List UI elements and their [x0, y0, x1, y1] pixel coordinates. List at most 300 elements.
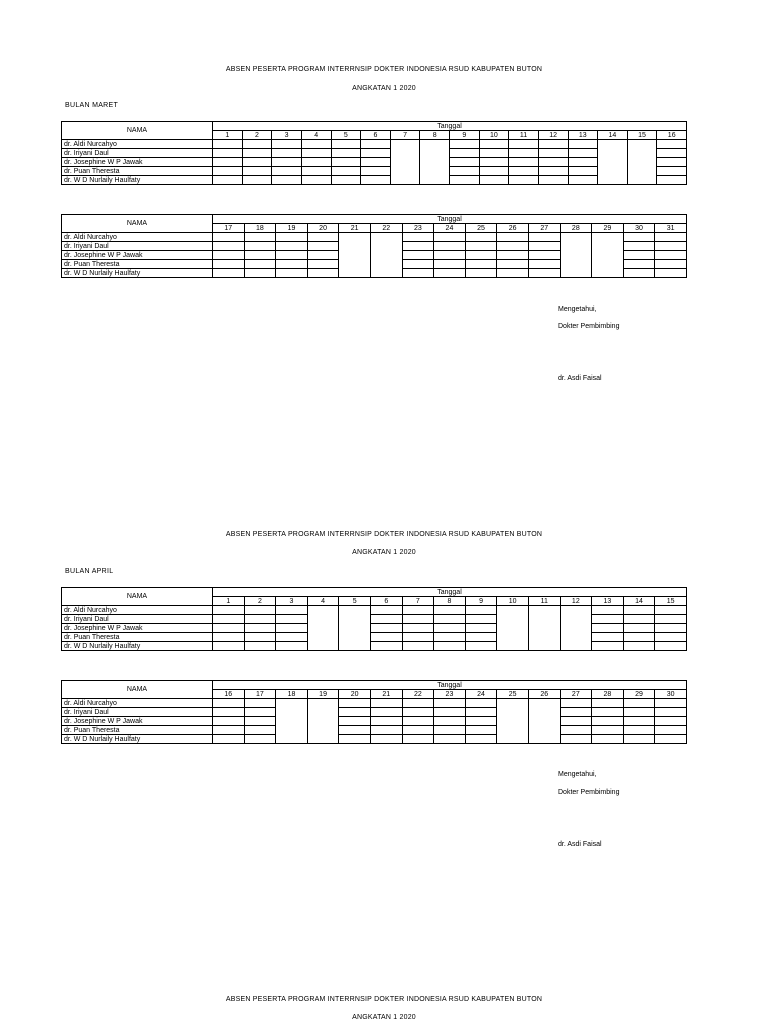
- attendance-cell[interactable]: [655, 624, 687, 633]
- attendance-cell[interactable]: [272, 158, 302, 167]
- attendance-cell[interactable]: [402, 717, 434, 726]
- attendance-cell[interactable]: [276, 606, 308, 615]
- attendance-cell[interactable]: [655, 735, 687, 744]
- attendance-cell[interactable]: [465, 260, 497, 269]
- attendance-cell[interactable]: [242, 158, 272, 167]
- attendance-cell[interactable]: [213, 717, 245, 726]
- attendance-cell[interactable]: [592, 699, 624, 708]
- weekend-cell: [497, 717, 529, 726]
- table-row: [62, 269, 687, 278]
- weekend-cell: [592, 242, 624, 251]
- attendance-cell[interactable]: [657, 158, 687, 167]
- attendance-cell[interactable]: [213, 269, 245, 278]
- attendance-cell[interactable]: [655, 269, 687, 278]
- attendance-cell[interactable]: [434, 717, 466, 726]
- attendance-cell[interactable]: [623, 717, 655, 726]
- weekend-cell: [627, 149, 657, 158]
- attendance-cell[interactable]: [623, 642, 655, 651]
- attendance-cell[interactable]: [434, 633, 466, 642]
- attendance-cell[interactable]: [276, 624, 308, 633]
- attendance-cell[interactable]: [655, 699, 687, 708]
- attendance-cell[interactable]: [307, 251, 339, 260]
- attendance-cell[interactable]: [242, 167, 272, 176]
- attendance-cell[interactable]: [465, 708, 497, 717]
- attendance-cell[interactable]: [528, 260, 560, 269]
- attendance-cell[interactable]: [623, 606, 655, 615]
- attendance-cell[interactable]: [560, 735, 592, 744]
- attendance-cell[interactable]: [370, 708, 402, 717]
- attendance-cell[interactable]: [497, 260, 529, 269]
- attendance-cell[interactable]: [568, 158, 598, 167]
- attendance-cell[interactable]: [623, 726, 655, 735]
- date-header-cell: 2: [242, 131, 272, 140]
- attendance-cell[interactable]: [450, 149, 480, 158]
- attendance-cell[interactable]: [479, 176, 509, 185]
- attendance-cell[interactable]: [465, 624, 497, 633]
- attendance-cell[interactable]: [213, 633, 245, 642]
- weekend-cell: [528, 708, 560, 717]
- attendance-cell[interactable]: [244, 717, 276, 726]
- page2-sign-name: dr. Asdi Faisal: [558, 841, 602, 848]
- attendance-cell[interactable]: [370, 726, 402, 735]
- attendance-cell[interactable]: [361, 167, 391, 176]
- attendance-cell[interactable]: [213, 642, 245, 651]
- attendance-cell[interactable]: [560, 726, 592, 735]
- attendance-cell[interactable]: [655, 615, 687, 624]
- attendance-cell[interactable]: [331, 167, 361, 176]
- participant-name: dr. Aldi Nurcahyo: [62, 606, 213, 615]
- attendance-cell[interactable]: [479, 158, 509, 167]
- weekend-cell: [390, 176, 420, 185]
- attendance-cell[interactable]: [361, 149, 391, 158]
- attendance-cell[interactable]: [301, 149, 331, 158]
- table-row: [62, 260, 687, 269]
- attendance-cell[interactable]: [655, 642, 687, 651]
- date-header-cell: 7: [402, 597, 434, 606]
- attendance-cell[interactable]: [465, 242, 497, 251]
- attendance-cell[interactable]: [244, 708, 276, 717]
- weekend-cell: [497, 615, 529, 624]
- attendance-cell[interactable]: [655, 251, 687, 260]
- attendance-cell[interactable]: [568, 149, 598, 158]
- date-header-cell: 6: [361, 131, 391, 140]
- attendance-cell[interactable]: [479, 167, 509, 176]
- weekend-cell: [497, 642, 529, 651]
- date-header-cell: 29: [623, 690, 655, 699]
- attendance-cell[interactable]: [538, 167, 568, 176]
- attendance-cell[interactable]: [434, 251, 466, 260]
- attendance-cell[interactable]: [370, 699, 402, 708]
- attendance-cell[interactable]: [465, 726, 497, 735]
- attendance-cell[interactable]: [244, 269, 276, 278]
- attendance-cell[interactable]: [657, 140, 687, 149]
- attendance-cell[interactable]: [497, 269, 529, 278]
- attendance-cell[interactable]: [339, 708, 371, 717]
- attendance-cell[interactable]: [560, 699, 592, 708]
- attendance-cell[interactable]: [465, 251, 497, 260]
- attendance-cell[interactable]: [497, 251, 529, 260]
- attendance-cell[interactable]: [465, 615, 497, 624]
- date-header-cell: 16: [657, 131, 687, 140]
- attendance-cell[interactable]: [402, 642, 434, 651]
- attendance-cell[interactable]: [434, 260, 466, 269]
- attendance-cell[interactable]: [213, 149, 243, 158]
- attendance-cell[interactable]: [592, 633, 624, 642]
- attendance-cell[interactable]: [402, 699, 434, 708]
- attendance-cell[interactable]: [560, 717, 592, 726]
- attendance-cell[interactable]: [623, 251, 655, 260]
- participant-name: dr. Josephine W P Jawak: [62, 158, 213, 167]
- attendance-cell[interactable]: [434, 708, 466, 717]
- attendance-cell[interactable]: [301, 167, 331, 176]
- attendance-cell[interactable]: [301, 158, 331, 167]
- participant-name: dr. W D Nurlaily Haulfaty: [62, 735, 213, 744]
- attendance-cell[interactable]: [402, 633, 434, 642]
- attendance-cell[interactable]: [623, 233, 655, 242]
- attendance-cell[interactable]: [528, 233, 560, 242]
- date-header-cell: 30: [623, 224, 655, 233]
- attendance-cell[interactable]: [307, 233, 339, 242]
- tanggal-header: Tanggal: [213, 681, 687, 690]
- attendance-cell[interactable]: [242, 176, 272, 185]
- weekend-cell: [497, 726, 529, 735]
- participant-name: dr. Iriyani Daul: [62, 242, 213, 251]
- attendance-cell[interactable]: [434, 624, 466, 633]
- attendance-cell[interactable]: [213, 140, 243, 149]
- weekend-cell: [307, 726, 339, 735]
- attendance-cell[interactable]: [560, 708, 592, 717]
- table-row: [62, 158, 687, 167]
- attendance-cell[interactable]: [538, 149, 568, 158]
- attendance-cell[interactable]: [331, 176, 361, 185]
- attendance-cell[interactable]: [244, 624, 276, 633]
- attendance-cell[interactable]: [244, 633, 276, 642]
- participant-name: dr. Puan Theresta: [62, 260, 213, 269]
- tanggal-header: Tanggal: [213, 122, 687, 131]
- weekend-cell: [420, 176, 450, 185]
- attendance-cell[interactable]: [370, 633, 402, 642]
- attendance-cell[interactable]: [213, 699, 245, 708]
- nama-header: NAMA: [62, 681, 213, 699]
- attendance-cell[interactable]: [528, 269, 560, 278]
- attendance-cell[interactable]: [434, 642, 466, 651]
- attendance-cell[interactable]: [370, 642, 402, 651]
- attendance-cell[interactable]: [272, 140, 302, 149]
- attendance-cell[interactable]: [655, 633, 687, 642]
- attendance-cell[interactable]: [276, 615, 308, 624]
- date-header-cell: 28: [592, 690, 624, 699]
- attendance-cell[interactable]: [623, 624, 655, 633]
- attendance-cell[interactable]: [465, 735, 497, 744]
- attendance-cell[interactable]: [276, 269, 308, 278]
- attendance-cell[interactable]: [568, 176, 598, 185]
- attendance-cell[interactable]: [592, 615, 624, 624]
- attendance-cell[interactable]: [339, 717, 371, 726]
- attendance-cell[interactable]: [402, 269, 434, 278]
- attendance-cell[interactable]: [568, 140, 598, 149]
- attendance-cell[interactable]: [213, 260, 245, 269]
- table-row: [62, 167, 687, 176]
- participant-name: dr. Aldi Nurcahyo: [62, 233, 213, 242]
- attendance-cell[interactable]: [213, 708, 245, 717]
- attendance-cell[interactable]: [361, 158, 391, 167]
- attendance-cell[interactable]: [213, 158, 243, 167]
- attendance-cell[interactable]: [657, 149, 687, 158]
- weekend-cell: [339, 269, 371, 278]
- date-header-cell: 15: [655, 597, 687, 606]
- weekend-cell: [390, 158, 420, 167]
- attendance-cell[interactable]: [623, 735, 655, 744]
- attendance-cell[interactable]: [509, 149, 539, 158]
- attendance-cell[interactable]: [538, 158, 568, 167]
- weekend-cell: [276, 717, 308, 726]
- attendance-cell[interactable]: [331, 149, 361, 158]
- attendance-cell[interactable]: [465, 633, 497, 642]
- attendance-cell[interactable]: [655, 717, 687, 726]
- attendance-cell[interactable]: [538, 140, 568, 149]
- participant-name: dr. Puan Theresta: [62, 633, 213, 642]
- attendance-cell[interactable]: [434, 242, 466, 251]
- attendance-cell[interactable]: [370, 735, 402, 744]
- attendance-cell[interactable]: [370, 606, 402, 615]
- weekend-cell: [627, 176, 657, 185]
- attendance-cell[interactable]: [623, 269, 655, 278]
- attendance-cell[interactable]: [276, 242, 308, 251]
- date-header-cell: 31: [655, 224, 687, 233]
- attendance-cell[interactable]: [244, 642, 276, 651]
- attendance-cell[interactable]: [434, 615, 466, 624]
- attendance-cell[interactable]: [276, 251, 308, 260]
- attendance-cell[interactable]: [244, 606, 276, 615]
- weekend-cell: [560, 624, 592, 633]
- attendance-cell[interactable]: [213, 167, 243, 176]
- attendance-cell[interactable]: [244, 735, 276, 744]
- attendance-cell[interactable]: [655, 726, 687, 735]
- attendance-cell[interactable]: [528, 242, 560, 251]
- attendance-cell[interactable]: [244, 233, 276, 242]
- attendance-cell[interactable]: [244, 242, 276, 251]
- attendance-cell[interactable]: [402, 726, 434, 735]
- weekend-cell: [592, 251, 624, 260]
- attendance-cell[interactable]: [655, 606, 687, 615]
- attendance-cell[interactable]: [402, 242, 434, 251]
- attendance-cell[interactable]: [213, 726, 245, 735]
- attendance-cell[interactable]: [479, 149, 509, 158]
- attendance-cell[interactable]: [244, 251, 276, 260]
- attendance-cell[interactable]: [244, 699, 276, 708]
- weekend-cell: [307, 735, 339, 744]
- weekend-cell: [528, 642, 560, 651]
- date-header-cell: 2: [244, 597, 276, 606]
- attendance-cell[interactable]: [450, 176, 480, 185]
- attendance-cell[interactable]: [465, 642, 497, 651]
- attendance-cell[interactable]: [301, 140, 331, 149]
- attendance-cell[interactable]: [276, 642, 308, 651]
- weekend-cell: [307, 606, 339, 615]
- attendance-cell[interactable]: [213, 233, 245, 242]
- attendance-cell[interactable]: [339, 726, 371, 735]
- date-header-cell: 11: [509, 131, 539, 140]
- weekend-cell: [497, 708, 529, 717]
- weekend-cell: [390, 149, 420, 158]
- attendance-cell[interactable]: [592, 735, 624, 744]
- attendance-table-maret-2: [61, 214, 687, 278]
- attendance-cell[interactable]: [434, 699, 466, 708]
- tanggal-header: Tanggal: [213, 588, 687, 597]
- attendance-cell[interactable]: [465, 269, 497, 278]
- attendance-cell[interactable]: [307, 242, 339, 251]
- attendance-cell[interactable]: [370, 624, 402, 633]
- attendance-cell[interactable]: [592, 708, 624, 717]
- attendance-cell[interactable]: [592, 624, 624, 633]
- weekend-cell: [497, 699, 529, 708]
- attendance-cell[interactable]: [213, 735, 245, 744]
- attendance-cell[interactable]: [213, 251, 245, 260]
- weekend-cell: [339, 242, 371, 251]
- date-header-cell: 8: [434, 597, 466, 606]
- date-header-cell: 13: [568, 131, 598, 140]
- attendance-cell[interactable]: [402, 708, 434, 717]
- attendance-cell[interactable]: [655, 708, 687, 717]
- attendance-cell[interactable]: [213, 242, 245, 251]
- attendance-cell[interactable]: [497, 242, 529, 251]
- attendance-cell[interactable]: [465, 233, 497, 242]
- attendance-table-april-1: [61, 587, 687, 651]
- attendance-cell[interactable]: [434, 606, 466, 615]
- attendance-cell[interactable]: [402, 624, 434, 633]
- attendance-cell[interactable]: [361, 176, 391, 185]
- attendance-cell[interactable]: [242, 149, 272, 158]
- attendance-cell[interactable]: [339, 699, 371, 708]
- attendance-cell[interactable]: [465, 717, 497, 726]
- attendance-cell[interactable]: [331, 140, 361, 149]
- date-header-cell: 29: [592, 224, 624, 233]
- date-header-cell: 14: [598, 131, 628, 140]
- date-header-cell: 8: [420, 131, 450, 140]
- attendance-cell[interactable]: [465, 699, 497, 708]
- attendance-cell[interactable]: [655, 233, 687, 242]
- attendance-cell[interactable]: [623, 699, 655, 708]
- attendance-cell[interactable]: [370, 717, 402, 726]
- attendance-cell[interactable]: [568, 167, 598, 176]
- attendance-cell[interactable]: [276, 233, 308, 242]
- attendance-cell[interactable]: [244, 726, 276, 735]
- attendance-cell[interactable]: [450, 167, 480, 176]
- date-header-cell: 12: [538, 131, 568, 140]
- weekend-cell: [497, 606, 529, 615]
- attendance-cell[interactable]: [213, 624, 245, 633]
- attendance-cell[interactable]: [509, 176, 539, 185]
- date-header-cell: 10: [479, 131, 509, 140]
- weekend-cell: [592, 269, 624, 278]
- attendance-cell[interactable]: [592, 726, 624, 735]
- attendance-cell[interactable]: [402, 606, 434, 615]
- table-row: [62, 251, 687, 260]
- attendance-cell[interactable]: [331, 158, 361, 167]
- attendance-cell[interactable]: [592, 642, 624, 651]
- table-row: [62, 233, 687, 242]
- attendance-cell[interactable]: [592, 606, 624, 615]
- attendance-cell[interactable]: [213, 606, 245, 615]
- attendance-cell[interactable]: [450, 140, 480, 149]
- attendance-cell[interactable]: [465, 606, 497, 615]
- table-row: [62, 606, 687, 615]
- attendance-cell[interactable]: [402, 260, 434, 269]
- weekend-cell: [528, 726, 560, 735]
- weekend-cell: [528, 615, 560, 624]
- attendance-cell[interactable]: [509, 140, 539, 149]
- attendance-cell[interactable]: [509, 158, 539, 167]
- tanggal-header: Tanggal: [213, 215, 687, 224]
- weekend-cell: [560, 260, 592, 269]
- attendance-cell[interactable]: [434, 269, 466, 278]
- attendance-cell[interactable]: [272, 149, 302, 158]
- weekend-cell: [592, 260, 624, 269]
- page2-title: ABSEN PESERTA PROGRAM INTERRNSIP DOKTER INDONESIA RSUD KABUPATEN BUTON: [225, 531, 543, 538]
- attendance-cell[interactable]: [655, 260, 687, 269]
- attendance-cell[interactable]: [242, 140, 272, 149]
- attendance-cell[interactable]: [434, 726, 466, 735]
- attendance-cell[interactable]: [623, 615, 655, 624]
- attendance-cell[interactable]: [450, 158, 480, 167]
- attendance-cell[interactable]: [623, 708, 655, 717]
- attendance-cell[interactable]: [402, 251, 434, 260]
- weekend-cell: [276, 699, 308, 708]
- attendance-cell[interactable]: [272, 167, 302, 176]
- attendance-cell[interactable]: [276, 633, 308, 642]
- weekend-cell: [339, 624, 371, 633]
- attendance-cell[interactable]: [434, 233, 466, 242]
- attendance-cell[interactable]: [244, 260, 276, 269]
- attendance-cell[interactable]: [301, 176, 331, 185]
- attendance-cell[interactable]: [272, 176, 302, 185]
- attendance-cell[interactable]: [657, 176, 687, 185]
- weekend-cell: [339, 606, 371, 615]
- attendance-cell[interactable]: [623, 242, 655, 251]
- date-header-cell: 3: [276, 597, 308, 606]
- page1-sign-mengetahui: Mengetahui,: [558, 306, 597, 313]
- attendance-cell[interactable]: [528, 251, 560, 260]
- attendance-cell[interactable]: [339, 735, 371, 744]
- attendance-cell[interactable]: [497, 233, 529, 242]
- attendance-cell[interactable]: [509, 167, 539, 176]
- attendance-cell[interactable]: [623, 260, 655, 269]
- attendance-cell[interactable]: [623, 633, 655, 642]
- attendance-cell[interactable]: [244, 615, 276, 624]
- weekend-cell: [627, 167, 657, 176]
- attendance-cell[interactable]: [434, 735, 466, 744]
- attendance-cell[interactable]: [655, 242, 687, 251]
- attendance-cell[interactable]: [592, 717, 624, 726]
- attendance-cell[interactable]: [276, 260, 308, 269]
- attendance-cell[interactable]: [402, 615, 434, 624]
- date-header-cell: 19: [276, 224, 308, 233]
- attendance-cell[interactable]: [657, 167, 687, 176]
- attendance-cell[interactable]: [402, 233, 434, 242]
- attendance-cell[interactable]: [307, 269, 339, 278]
- attendance-cell[interactable]: [213, 615, 245, 624]
- attendance-cell[interactable]: [307, 260, 339, 269]
- attendance-cell[interactable]: [370, 615, 402, 624]
- attendance-cell[interactable]: [361, 140, 391, 149]
- table-row: [62, 726, 687, 735]
- weekend-cell: [598, 140, 628, 149]
- date-header-cell: 16: [213, 690, 245, 699]
- attendance-cell[interactable]: [479, 140, 509, 149]
- attendance-cell[interactable]: [538, 176, 568, 185]
- attendance-cell[interactable]: [213, 176, 243, 185]
- attendance-cell[interactable]: [402, 735, 434, 744]
